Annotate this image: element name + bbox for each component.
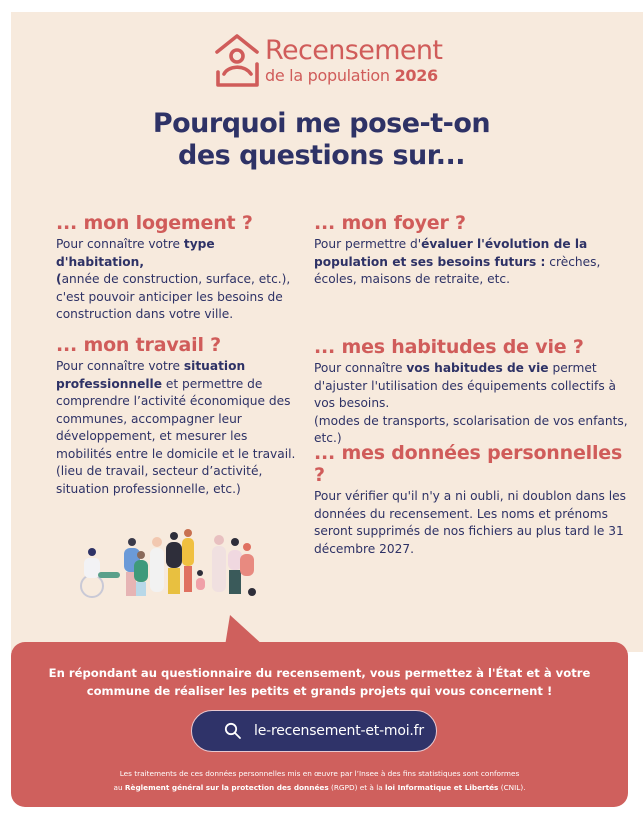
page-title-line-2: des questions sur... <box>178 140 465 171</box>
text: Pour permettre d' <box>314 237 422 251</box>
call-to-action-banner <box>11 642 628 807</box>
text: permet d'ajuster l'utilisation des équipements collectifs à vos besoins. <box>314 361 617 410</box>
section-logement-text <box>56 236 306 324</box>
website-link-button[interactable] <box>191 710 437 752</box>
legal-notice <box>11 767 628 795</box>
section-donnees-heading: ... mes données personnelles ? <box>314 442 623 486</box>
text: Pour connaître votre <box>56 359 184 373</box>
text: année de construction, surface, etc.), c'est pouvoir anticiper les besoins de construction dans votre ville. <box>56 272 291 321</box>
speech-bubble-tail <box>222 612 267 646</box>
section-travail-text <box>56 358 296 463</box>
text: Pour connaître votre <box>56 237 184 251</box>
section-habitudes-examples: (modes de transports, scolarisation de vos enfants, etc.) <box>314 413 628 445</box>
section-foyer-heading: ... mon foyer ? <box>314 212 466 234</box>
text: et permettre de comprendre l’activité économique des communes, accompagner leur développement, et mesurer les mobilités entre le domicile et le travail. <box>56 376 296 461</box>
section-donnees-text: Pour vérifier qu'il n'y a ni oubli, ni doublon dans les données du recensement. Les noms et prénoms seront supprimés de nos fichiers au plus tard le 31 décembre 2027. <box>314 489 626 556</box>
website-url: le-recensement-et-moi.fr <box>254 723 424 739</box>
cnil-law-reference: loi Informatique et Libertés <box>385 783 499 792</box>
text: Pour connaître <box>314 361 407 375</box>
section-habitudes-text <box>314 360 639 413</box>
emphasis: situation professionnelle <box>56 359 246 391</box>
logo-subtitle-text: de la population <box>265 66 390 85</box>
text: (RGPD) et à la <box>328 783 386 792</box>
text: (CNIL). <box>498 783 526 792</box>
banner-message-line-2: commune de réaliser les petits et grands projets qui vous concernent ! <box>86 684 553 698</box>
section-logement <box>56 212 306 324</box>
text: au <box>113 783 125 792</box>
section-travail <box>56 334 296 498</box>
section-travail-heading: ... mon travail ? <box>56 334 222 356</box>
section-foyer <box>314 212 614 289</box>
emphasis: type d'habitation, <box>56 237 215 269</box>
section-donnees <box>314 442 634 558</box>
people-group-illustration <box>78 528 258 600</box>
section-logement-heading: ... mon logement ? <box>56 212 253 234</box>
banner-message-line-1: En répondant au questionnaire du recensement, vous permettez à l'État et à votre <box>48 666 591 680</box>
section-travail-examples: (lieu de travail, secteur d’activité, situation professionnelle, etc.) <box>56 464 263 496</box>
text: crèches, écoles, maisons de retraite, etc. <box>314 254 601 286</box>
section-habitudes <box>314 336 639 448</box>
rgpd-reference: Règlement général sur la protection des données <box>124 783 329 792</box>
recensement-logo <box>214 32 454 90</box>
emphasis: évaluer l'évolution de la population et ses besoins futurs : <box>314 237 588 269</box>
page-title-line-1: Pourquoi me pose-t-on <box>152 108 491 139</box>
logo-title: Recensement <box>265 35 443 66</box>
house-person-icon <box>214 32 262 88</box>
logo-subtitle <box>265 66 438 86</box>
emphasis: ( <box>56 272 62 286</box>
emphasis: vos habitudes de vie <box>406 361 549 375</box>
page-title <box>0 108 643 172</box>
section-foyer-text <box>314 236 614 289</box>
banner-message <box>11 664 628 700</box>
legal-notice-line-2 <box>11 781 628 795</box>
legal-notice-line-1: Les traitements de ces données personnelles mis en œuvre par l’Insee à des fins statistiques sont conformes <box>119 769 520 778</box>
search-icon <box>224 722 242 740</box>
logo-year: 2026 <box>394 66 438 85</box>
section-habitudes-heading: ... mes habitudes de vie ? <box>314 336 584 358</box>
